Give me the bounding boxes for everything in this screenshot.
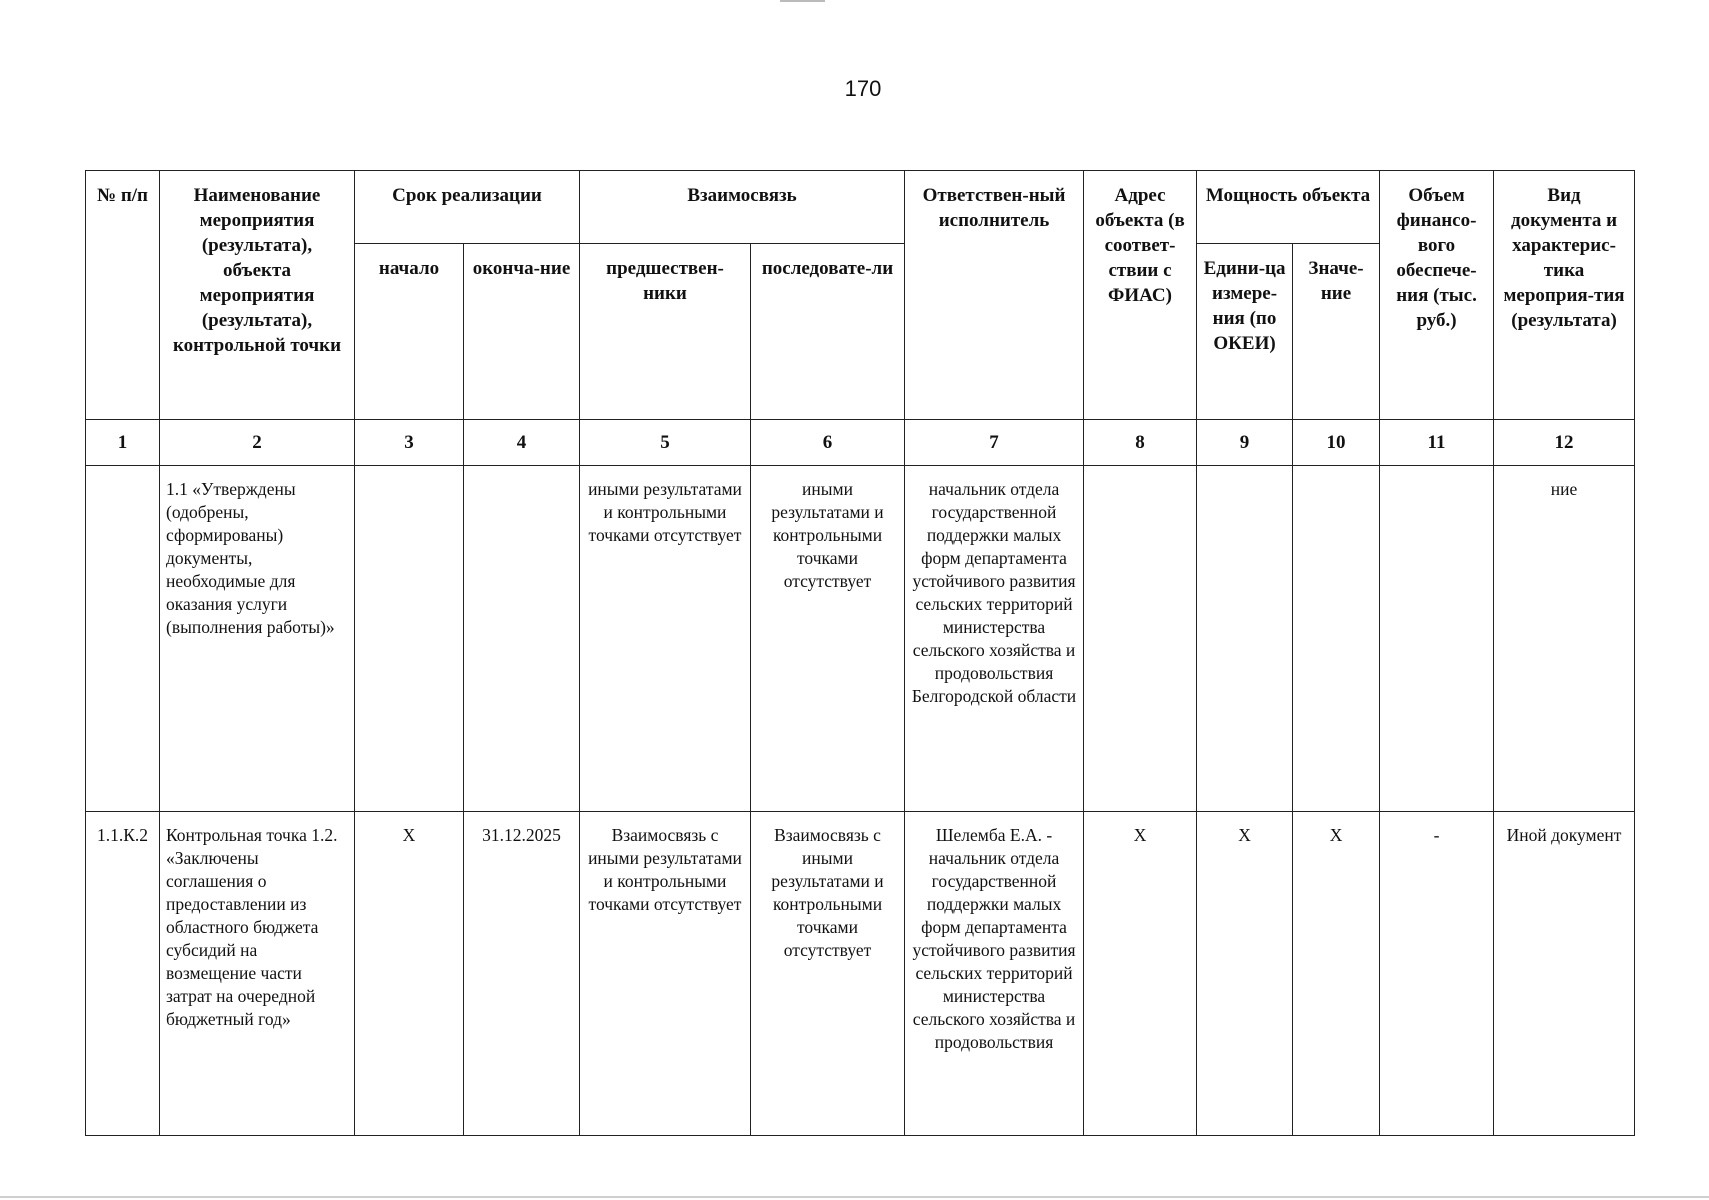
cell-name: Контрольная точка 1.2. «Заключены соглашения о предоставлении из областного бюджета субсидий на возмещение части затрат на очередной бюджетный год» <box>160 812 355 1136</box>
column-number: 10 <box>1293 420 1380 466</box>
cell-funding: - <box>1380 812 1494 1136</box>
cell-num: 1.1.К.2 <box>86 812 160 1136</box>
header-responsible: Ответствен-ный исполнитель <box>905 171 1084 420</box>
cell-unit: Х <box>1197 812 1293 1136</box>
cell-responsible: начальник отдела государственной поддержки малых форм департамента устойчивого развития сельских территорий министерства сельского хозяйства и продовольствия Белгородской области <box>905 466 1084 812</box>
column-number: 9 <box>1197 420 1293 466</box>
cell-end: 31.12.2025 <box>464 812 580 1136</box>
header-successors: последовате-ли <box>751 244 905 420</box>
cell-value: Х <box>1293 812 1380 1136</box>
activities-table <box>85 170 1635 1136</box>
cell-unit <box>1197 466 1293 812</box>
header-doc-type: Вид документа и характерис-тика мероприя-тия (результата) <box>1494 171 1635 420</box>
cell-funding <box>1380 466 1494 812</box>
column-number: 12 <box>1494 420 1635 466</box>
cell-successors: Взаимосвязь с иными результатами и контрольными точками отсутствует <box>751 812 905 1136</box>
cell-responsible: Шелемба Е.А. - начальник отдела государственной поддержки малых форм департамента устойчивого развития сельских территорий министерства сельского хозяйства и продовольствия <box>905 812 1084 1136</box>
cell-start: Х <box>355 812 464 1136</box>
column-number: 5 <box>580 420 751 466</box>
cell-successors: иными результатами и контрольными точками отсутствует <box>751 466 905 812</box>
cell-doc-type: Иной документ <box>1494 812 1635 1136</box>
cell-value <box>1293 466 1380 812</box>
cell-name: 1.1 «Утверждены (одобрены, сформированы) документы, необходимые для оказания услуги (выполнения работы)» <box>160 466 355 812</box>
cell-address: Х <box>1084 812 1197 1136</box>
scan-edge-mark <box>780 0 825 2</box>
header-row-top <box>86 171 1635 244</box>
scan-edge-line <box>0 1196 1709 1198</box>
header-funding: Объем финансо-вого обеспече-ния (тыс. руб.) <box>1380 171 1494 420</box>
column-number: 7 <box>905 420 1084 466</box>
column-number: 2 <box>160 420 355 466</box>
cell-doc-type: ние <box>1494 466 1635 812</box>
header-capacity: Мощность объекта <box>1197 171 1380 244</box>
table-row <box>86 466 1635 812</box>
header-end: оконча-ние <box>464 244 580 420</box>
header-unit: Едини-ца измере-ния (по ОКЕИ) <box>1197 244 1293 420</box>
column-number: 4 <box>464 420 580 466</box>
column-number: 8 <box>1084 420 1197 466</box>
column-number: 6 <box>751 420 905 466</box>
column-number: 1 <box>86 420 160 466</box>
header-num: № п/п <box>86 171 160 420</box>
cell-num <box>86 466 160 812</box>
header-address: Адрес объекта (в соответ-ствии с ФИАС) <box>1084 171 1197 420</box>
cell-start <box>355 466 464 812</box>
cell-predecessors: иными результатами и контрольными точками отсутствует <box>580 466 751 812</box>
cell-end <box>464 466 580 812</box>
cell-predecessors: Взаимосвязь с иными результатами и контрольными точками отсутствует <box>580 812 751 1136</box>
column-number: 3 <box>355 420 464 466</box>
table-row <box>86 812 1635 1136</box>
page-number: 170 <box>844 76 882 101</box>
column-number: 11 <box>1380 420 1494 466</box>
header-name: Наименование мероприятия (результата), объекта мероприятия (результата), контрольной точки <box>160 171 355 420</box>
header-value: Значе-ние <box>1293 244 1380 420</box>
header-relation: Взаимосвязь <box>580 171 905 244</box>
header-predecessors: предшествен-ники <box>580 244 751 420</box>
header-period: Срок реализации <box>355 171 580 244</box>
cell-address <box>1084 466 1197 812</box>
column-number-row <box>86 420 1635 466</box>
header-start: начало <box>355 244 464 420</box>
